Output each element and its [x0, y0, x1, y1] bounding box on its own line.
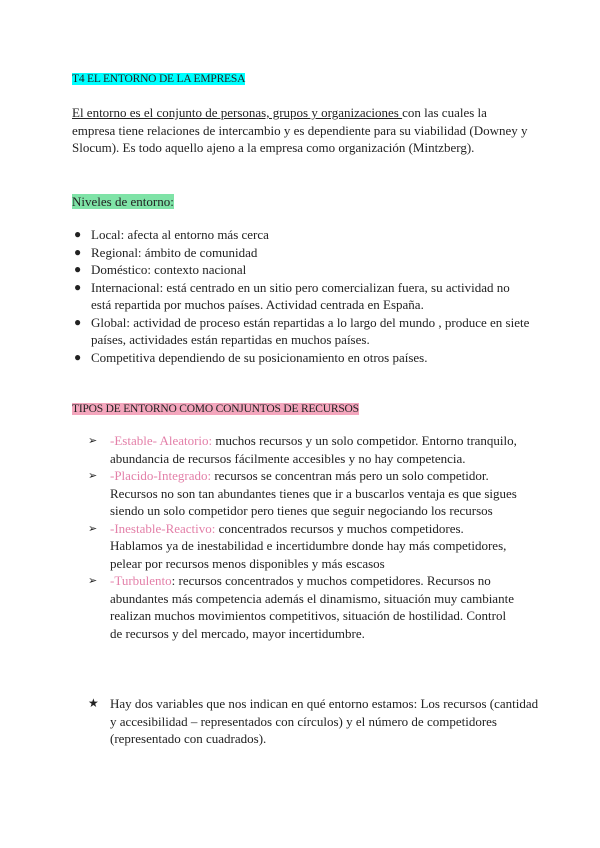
bullet-icon: ● — [74, 314, 82, 329]
bullet-icon: ● — [74, 244, 82, 259]
list-item — [72, 349, 532, 367]
arrow-icon: ➢ — [88, 521, 98, 535]
arrow-icon: ➢ — [88, 469, 98, 482]
tipo-text: recursos se concentran más pero un solo competidor. Recursos no son tan abundantes tienes que ir a buscarlos ventaja es que sigues siendo un solo competidor pero tienes que seguir negociando los recursos — [110, 468, 517, 518]
list-item-text: Local: afecta al entorno más cerca — [91, 227, 269, 242]
title-highlight: T4 EL ENTORNO DE LA EMPRESA — [72, 73, 246, 85]
tipos-list — [88, 432, 518, 642]
niveles-heading-highlight: Niveles de entorno: — [72, 194, 174, 209]
list-item — [88, 520, 518, 573]
arrow-icon: ➢ — [88, 574, 98, 587]
list-item-text: Regional: ámbito de comunidad — [91, 244, 258, 260]
list-item — [72, 244, 532, 262]
tipos-heading-highlight: TIPOS DE ENTORNO COMO CONJUNTOS DE RECURSOS — [72, 403, 359, 415]
note-text: Hay dos variables que nos indican en qué entorno estamos: Los recursos (cantidad y accesibilidad – representados con círculos) y el número de competidores (representado con cuadrados). — [110, 696, 539, 746]
niveles-heading — [72, 193, 174, 211]
list-item — [72, 226, 532, 244]
list-item-text: Global: actividad de proceso están repartidas a lo largo del mundo , produce en siete países, actividades están repartidas en muchos países. — [91, 314, 530, 347]
tipo-text: concentrados recursos y muchos competidores. Hablamos ya de inestabilidad e incertidumbre donde hay más competidores, pelear por recursos menos disponibles y más escasos — [110, 520, 507, 571]
niveles-list — [72, 226, 532, 366]
document-title — [72, 71, 245, 89]
intro-paragraph — [72, 104, 532, 157]
bullet-icon: ● — [74, 262, 82, 276]
tipo-text: : recursos concentrados y muchos competidores. Recursos no abundantes más competencia además el dinamismo, situación muy cambiante realizan muchos movimientos competitivos, situación de hostilidad. Control de recursos y del mercado, mayor incertidumbre. — [110, 573, 514, 641]
note-item — [88, 695, 540, 748]
list-item — [72, 279, 532, 314]
list-item-text: Competitiva dependiendo de su posicionamiento en otros países. — [91, 349, 428, 365]
list-item — [88, 467, 518, 520]
bullet-icon: ● — [74, 227, 82, 241]
tipo-label: -Inestable-Reactivo: — [110, 520, 216, 536]
list-item-text: Internacional: está centrado en un sitio pero comercializan fuera, su actividad no está repartida por muchos países. Actividad centrada en España. — [91, 279, 510, 312]
list-item — [72, 314, 532, 349]
tipo-label: -Placido-Integrado: — [110, 468, 212, 483]
tipo-label: -Estable- Aleatorio: — [110, 433, 213, 448]
intro-text: con las cuales la empresa tiene relaciones de intercambio y es dependiente para su viabilidad (Downey y Slocum). Es todo aquello ajeno a la empresa como organización (Mintzberg). — [72, 105, 528, 155]
arrow-icon: ➢ — [88, 434, 98, 447]
list-item-text: Doméstico: contexto nacional — [91, 262, 247, 277]
bullet-icon: ● — [74, 349, 82, 364]
star-icon: ★ — [88, 696, 99, 710]
list-item — [88, 432, 518, 467]
list-item — [72, 261, 532, 279]
tipos-heading — [72, 401, 359, 419]
tipo-label: -Turbulento — [110, 573, 172, 588]
tipo-text: muchos recursos y un solo competidor. Entorno tranquilo, abundancia de recursos fácilmente accesibles y no hay competencia. — [110, 433, 517, 466]
list-item — [88, 572, 518, 642]
bullet-icon: ● — [74, 279, 82, 294]
intro-underlined-text: El entorno es el conjunto de personas, grupos y organizaciones — [72, 105, 403, 120]
